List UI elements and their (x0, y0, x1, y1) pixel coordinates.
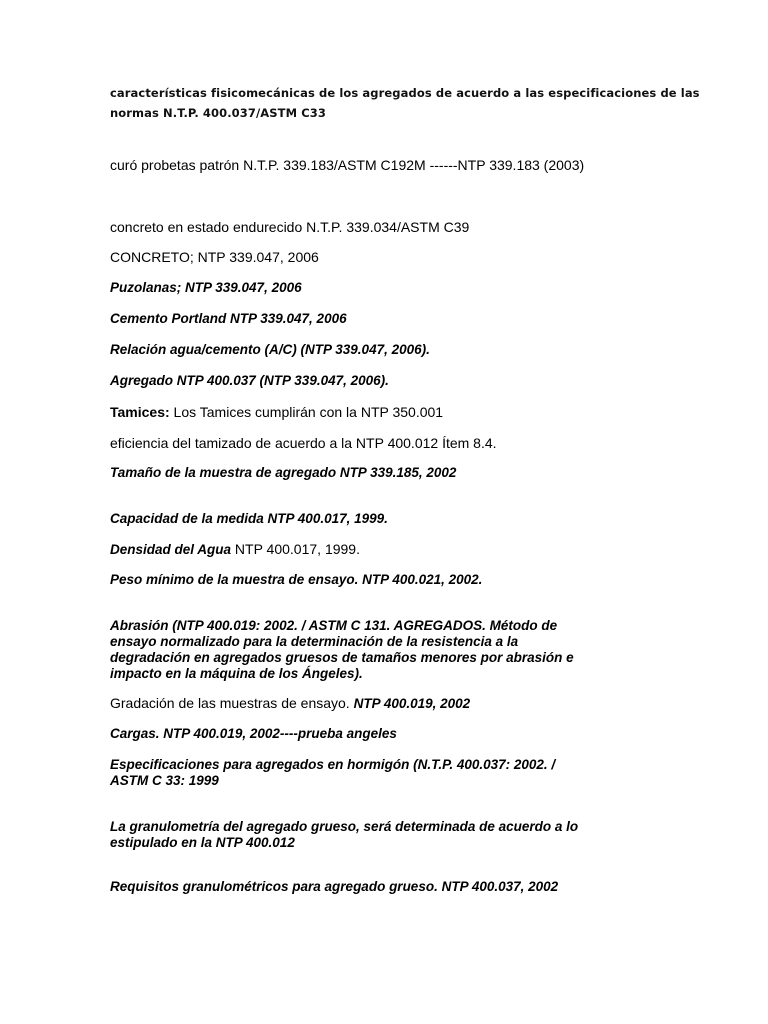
abrasion-line-2: ensayo normalizado para la determinación de la resistencia a la (110, 634, 519, 649)
paragraph-agregado: Agregado NTP 400.037 (NTP 339.047, 2006). (110, 373, 389, 388)
paragraph-granulometria (110, 819, 610, 851)
paragraph-peso-minimo: Peso mínimo de la muestra de ensayo. NTP 400.021, 2002. (110, 572, 483, 587)
granulometria-line-1: La granulometría del agregado grueso, será determinada de acuerdo a lo (110, 819, 579, 834)
paragraph-eficiencia-tamizado: eficiencia del tamizado de acuerdo a la NTP 400.012 Ítem 8.4. (110, 435, 497, 451)
tamices-label: Tamices: (110, 404, 170, 420)
paragraph-densidad-agua (110, 541, 360, 557)
abrasion-line-3: degradación en agregados gruesos de tamaños menores por abrasión e (110, 650, 574, 665)
paragraph-puzolanas: Puzolanas; NTP 339.047, 2006 (110, 280, 302, 295)
heading-line-1: características fisicomecánicas de los agregados de acuerdo a las especificaciones de las (110, 86, 700, 100)
paragraph-requisitos-granulometricos: Requisitos granulométricos para agregado grueso. NTP 400.037, 2002 (110, 879, 559, 894)
paragraph-tamices (110, 404, 443, 420)
paragraph-tamano-muestra: Tamaño de la muestra de agregado NTP 339.185, 2002 (110, 465, 457, 480)
tamices-text: Los Tamices cumplirán con la NTP 350.001 (169, 404, 444, 420)
gradacion-text: Gradación de las muestras de ensayo. (110, 695, 354, 711)
paragraph-especificaciones (110, 757, 610, 789)
densidad-text: NTP 400.017, 1999. (231, 541, 360, 557)
granulometria-line-2: estipulado en la NTP 400.012 (110, 835, 295, 850)
gradacion-ref: NTP 400.019, 2002 (353, 696, 471, 711)
heading-line-2: normas N.T.P. 400.037/ASTM C33 (110, 106, 326, 120)
paragraph-probetas: curó probetas patrón N.T.P. 339.183/ASTM C192M ------NTP 339.183 (2003) (110, 157, 585, 173)
paragraph-cemento-portland: Cemento Portland NTP 339.047, 2006 (110, 311, 347, 326)
abrasion-line-4: impacto en la máquina de los Ángeles). (110, 666, 363, 681)
abrasion-line-1: Abrasión (NTP 400.019: 2002. / ASTM C 131. AGREGADOS. Método de (110, 618, 558, 633)
paragraph-relacion-agua-cemento: Relación agua/cemento (A/C) (NTP 339.047, 2006). (110, 342, 430, 357)
especificaciones-line-1: Especificaciones para agregados en hormigón (N.T.P. 400.037: 2002. / (110, 757, 556, 772)
paragraph-concreto: CONCRETO; NTP 339.047, 2006 (110, 249, 319, 265)
paragraph-abrasion (110, 618, 610, 682)
paragraph-concreto-endurecido: concreto en estado endurecido N.T.P. 339.034/ASTM C39 (110, 219, 470, 235)
paragraph-cargas: Cargas. NTP 400.019, 2002----prueba angeles (110, 726, 397, 741)
especificaciones-line-2: ASTM C 33: 1999 (110, 773, 219, 788)
paragraph-gradacion (110, 695, 470, 711)
densidad-label: Densidad del Agua (110, 542, 232, 557)
paragraph-capacidad-medida: Capacidad de la medida NTP 400.017, 1999. (110, 511, 388, 526)
